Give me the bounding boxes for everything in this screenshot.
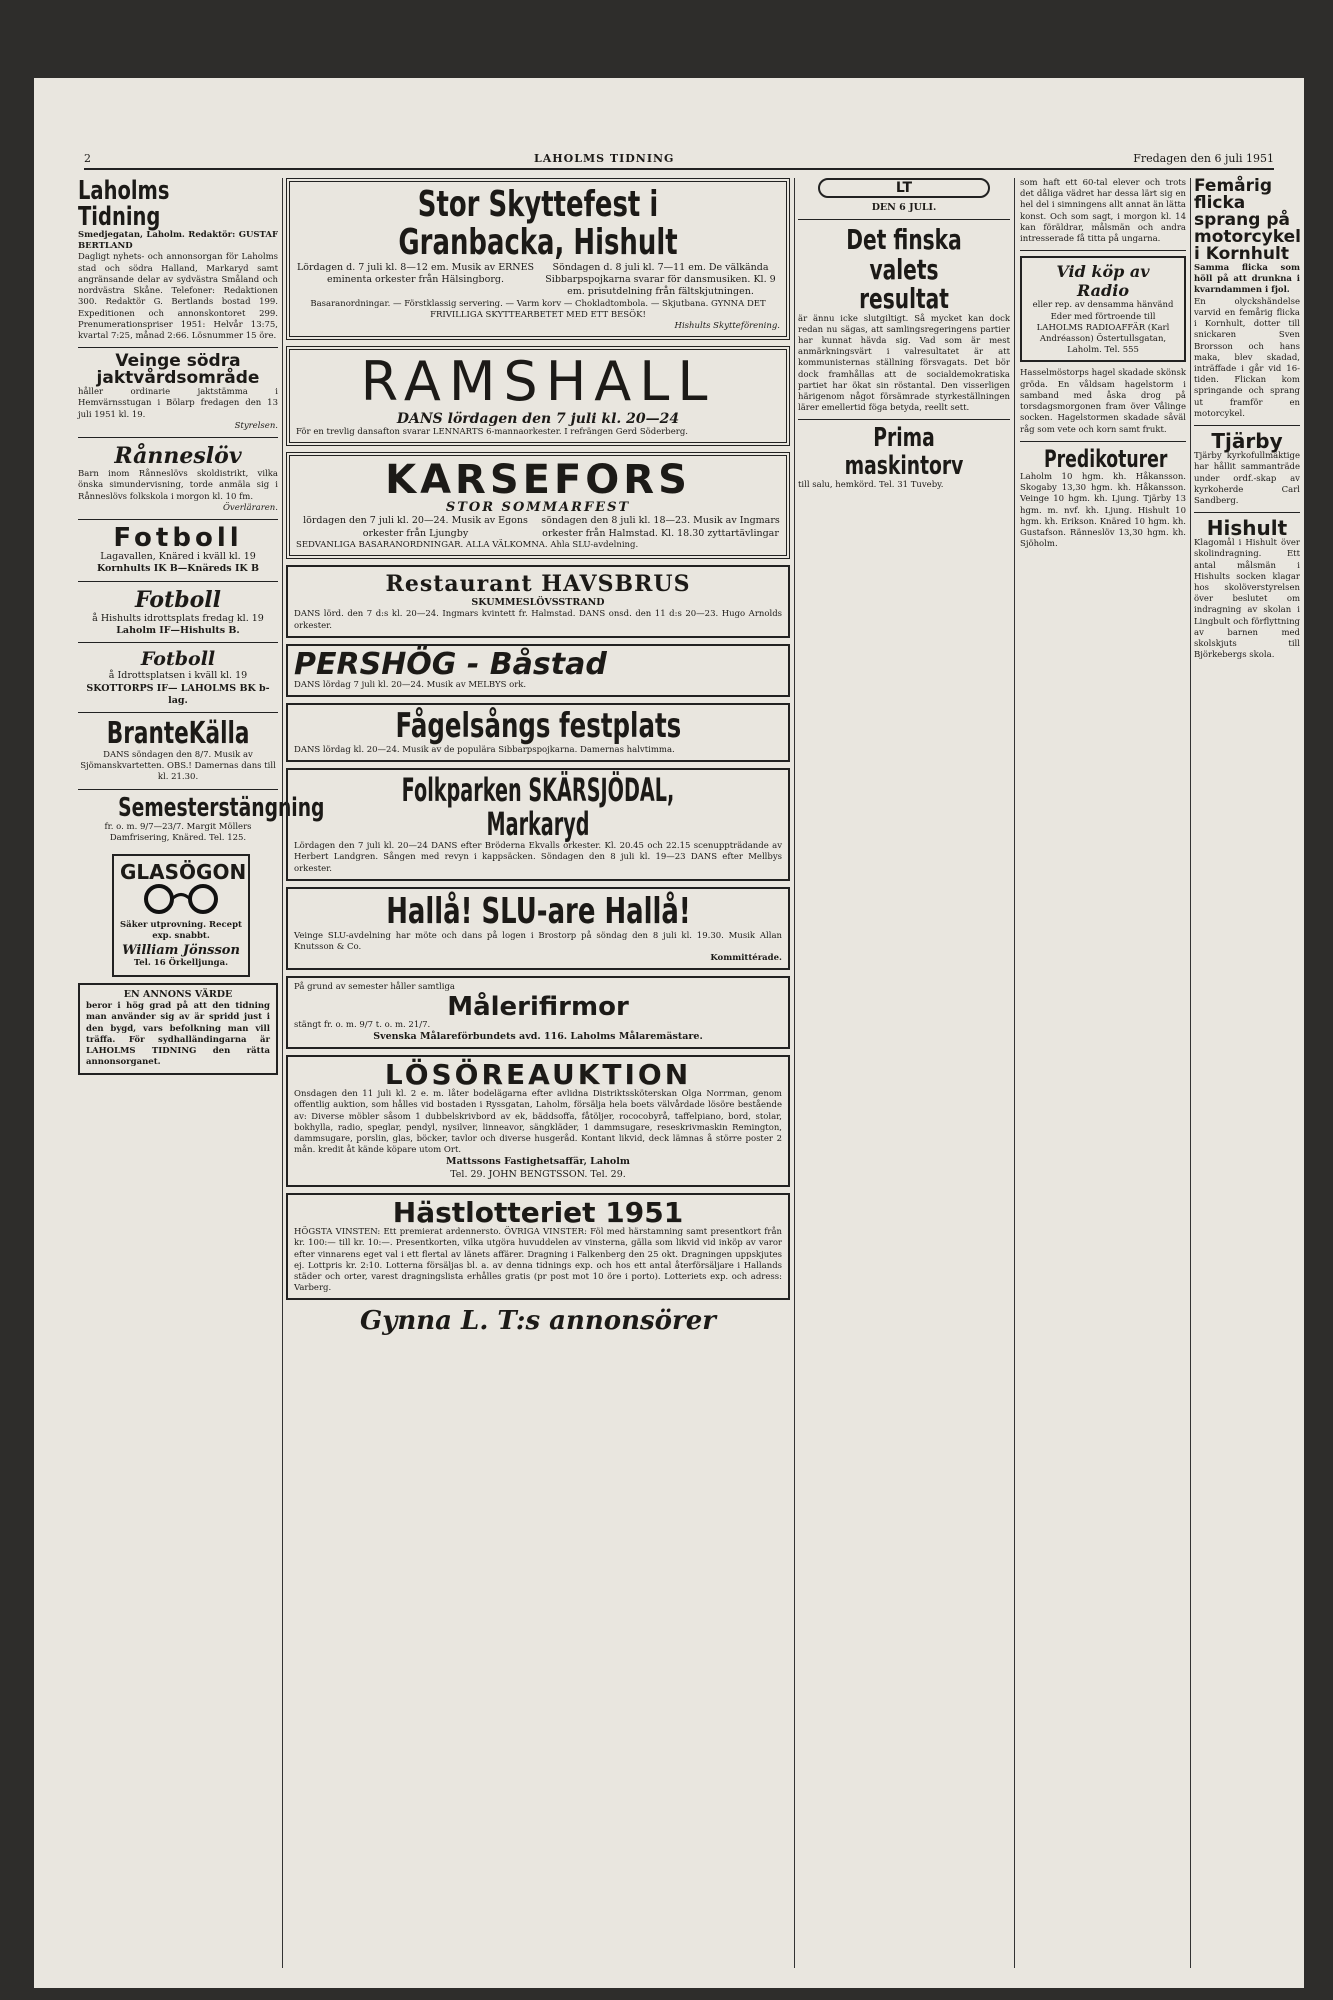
ramshall-ad (286, 346, 790, 446)
hishult-head: Hishult (1206, 516, 1288, 541)
gynna-footer: Gynna L. T:s annonsörer (360, 1306, 716, 1337)
predikoturer-text: Laholm 10 hgm. kh. Håkansson. Skogaby 13,30 hgm. kh. Håkansson. Veinge 10 hgm. kh. Ljung. Tjärby 13 hgm. m. nvf. kh. Ljung. Hishult 10 hgm. kh. Erikson. Knäred 10 hgm. kh. Gustafson. Ränneslöv 13,30 hgm. kh. Sjöholm. (1020, 471, 1186, 550)
karsefors-bottom: SEDVANLIGA BASARANORDNINGAR. ALLA VÄLKOMNA. Ahla SLU-avdelning. (296, 539, 639, 550)
veinge-head: Veinge södra jaktvårdsområde (96, 351, 260, 389)
pershog-ad (286, 644, 790, 697)
hastlotteriet-text: HÖGSTA VINSTEN: Ett premierat ardennersto. ÖVRIGA VINSTER: Föl med härstamning samt presentkort från kr. 100:— till kr. 10:—. Presentkorten, vilka utgöra huvuddelen av vinsterna, gälla som likvid vid inköp av varor efter vinnarens eget val i ett flertal av länets affärer. Dragning i Falkenberg den 25 okt. Dragningen uppskjutes ej. Lottpris kr. 2:10. Lotterna försäljas bl. a. av denna tidnings exp. och hos ett antal återförsäljare i Hallands städer och orter, varest dragningslista erhålles gratis (pr post mot 10 öre i porto). Lotteriets exp. och adress: Varberg. (294, 1227, 782, 1294)
radio-head: Vid köp av Radio (1056, 262, 1150, 301)
fotboll3-head: Fotboll (140, 648, 216, 671)
glasogon-ad (112, 854, 250, 977)
karsefors-ad (286, 452, 790, 559)
header-title: LAHOLMS TIDNING (534, 152, 675, 165)
pershog-text: DANS lördag 7 juli kl. 20—24. Musik av MELBYS ork. (294, 679, 527, 690)
fagelsangs-ad (286, 703, 790, 762)
veinge-text: håller ordinarie jaktstämma i Hemvärnsstugan i Bölarp fredagen den 13 juli 1951 kl. 19. (78, 387, 278, 420)
annons-head: EN ANNONS VÄRDE (123, 988, 233, 1000)
karsefors-right: söndagen den 8 juli kl. 18—23. Musik av Ingmars orkester från Halmstad. Kl. 18.30 zyttartävlingar (541, 515, 780, 539)
column-3 (798, 178, 1010, 1974)
femarig-head: Femårig flicka sprang på motorcykel i Kornhult (1194, 176, 1301, 264)
havsbrus-ad (286, 565, 790, 638)
radio-text: eller rep. av densamma hänvänd Eder med förtroende till LAHOLMS RADIOAFFÄR (Karl Andréasson) Östertullsgatan, Laholm. Tel. 555 (1032, 300, 1174, 356)
masthead: Laholms Tidning (78, 176, 170, 232)
masthead-info: Smedjegatan, Laholm. Redaktör: GUSTAF BERTLAND (78, 230, 278, 252)
c4-hassel: Hasselmöstorps hagel skadade skönsk gröda. En våldsam hagelstorm i samband med åska drog på torsdagsmorgonen fram över Vålinge socken. Hagelstormen skadade såväl råg som vete och korn samt frukt. (1020, 368, 1186, 435)
prima-text: till salu, hemkörd. Tel. 31 Tuveby. (798, 480, 944, 491)
glasses-icon (131, 882, 231, 916)
losore-tel: Tel. 29. JOHN BENGTSSON. Tel. 29. (450, 1168, 626, 1180)
lt-label: LT (895, 180, 913, 196)
losore-sign: Mattssons Fastighetsaffär, Laholm (446, 1156, 630, 1168)
masthead-details: Dagligt nyhets- och annonsorgan för Laholms stad och södra Halland, Markaryd samt angränsande delar av sydvästra Småland och nordvästra Skåne. Telefoner: Redaktionen 300. Redaktör G. Bertlands bostad 199. Expeditionen och annonskontoret 299. Prenumerationspriser 1951: Helvår 13:75, kvartal 7:25, månad 2:66. Lösnummer 15 öre. (78, 252, 278, 341)
losore-text: Onsdagen den 11 juli kl. 2 e. m. låter bodelägarna efter avlidna Distriktssköterskan Olga Norrman, genom offentlig auktion, som hålles vid bostaden i Ryssgatan, Laholm, försälja hela boets välvårdade lösöre bestående av: Diverse möbler såsom 1 dubbelskrivbord av ek, bäddsoffa, fåtöljer, rococobyrå, taffelpiano, bord, stolar, bokhylla, radio, speglar, pendyl, nysilver, linneavor, sängkläder, 1 dammsugare, reseskrivmaskin Remington, dammsugare, porslin, glas, böcker, tavlor och diverse husgeråd. Kontant likvid, deck lämnas å större poster 2 mån. kredit åt kände köpare utom Ort. (294, 1089, 782, 1156)
tjarby-head: Tjärby (1211, 429, 1283, 454)
fotboll1-place: Lagavallen, Knäred i kväll kl. 19 (100, 550, 256, 562)
hastlotteriet-ad (286, 1193, 790, 1300)
femarig-text: En olyckshändelse varvid en femårig flicka i Kornhult, dotter till snickaren Sven Brorsson och hans maka, blev skadad, inträffade i går vid 16-tiden. Flickan kom springande och sprang ut framför en motorcykel. (1194, 296, 1300, 419)
ranneslov-sign: Överläraren. (222, 502, 278, 513)
karsefors-sub: STOR SOMMARFEST (445, 500, 631, 516)
header-date: Fredagen den 6 juli 1951 (1133, 152, 1274, 165)
halla-text: Veinge SLU-avdelning har möte och dans på logen i Brostorp på söndag den 8 juli kl. 19.30. Musik Allan Knutsson & Co. (294, 930, 782, 952)
glasogon-name: William Jönsson (122, 942, 240, 958)
finska-text: är ännu icke slutgiltigt. Så mycket kan dock redan nu sägas, att samlingsregeringens partier har kunnat hävda sig. Vad som är mest anmärkningsvärt i valresultatet är att kommunisternas ställning försvagats. Det bör dock framhållas att de socialdemokratiska partiet har ökat sin röstantal. Den visserligen härigenom något försämrade styrkeställningen lärer emellertid föga betyda, reellt sett. (798, 313, 1010, 414)
ranneslov-text: Barn inom Rånneslövs skoldistrikt, vilka önska simundervisning, torde anmäla sig i Rånneslövs folkskola i morgon kl. 10 fm. (78, 469, 278, 502)
column-1 (78, 176, 325, 1974)
malerifirmor-head: Målerifirmor (447, 991, 629, 1022)
fagelsangs-head: Fågelsångs festplats (395, 706, 681, 747)
malerifirmor-sign: Svenska Målareförbundets avd. 116. Laholms Målaremästare. (373, 1030, 703, 1042)
malerifirmor-top: På grund av semester håller samtliga (294, 982, 455, 993)
semester-head: Semesterstängning (118, 792, 325, 823)
halla-head: Hallå! SLU-are Hallå! (385, 890, 691, 932)
hishult-text: Klagomål i Hishult över skolindragning. Ett antal målsmän i Hishults socken klagar hos skolöverstyrelsen över beslutet om indragning av skolan i Lingbult och förflyttning av barnen med skolskjuts till Björkebergs skola. (1194, 538, 1300, 661)
fotboll3-place: å Idrottsplatsen i kväll kl. 19 (108, 670, 248, 682)
fagelsangs-text: DANS lördag kl. 20—24. Musik av de populära Sibbarpspojkarna. Damernas halvtimma. (294, 744, 675, 755)
skyttefest-bottom: Basaranordningar. — Förstklassig servering. — Varm korv — Chokladtombola. — Skjutbana. GYNNA DET FRIVILLIGA SKYTTEARBETET MED ETT BESÖK! (310, 298, 766, 320)
c4-top-text: som haft ett 60-tal elever och trots det dåliga vädret har dessa lärt sig en hel del i simningens allt annat än lätta konst. Och som sagt, i morgon kl. 14 kan föräldrar, målsmän och andra intresserade få titta på ungarna. (1020, 178, 1186, 245)
column-5 (1194, 178, 1300, 1974)
predikoturer-head: Predikoturer (1043, 444, 1168, 473)
halla-sign: Kommittérade. (710, 953, 782, 964)
skyttefest-head: Stor Skyttefest i Granbacka, Hishult (398, 184, 678, 263)
losore-ad (286, 1055, 790, 1187)
halla-ad (286, 887, 790, 970)
annons-ad (78, 983, 278, 1075)
page-number: 2 (84, 152, 91, 165)
folkparken-head: Folkparken SKÄRSJÖDAL, Markaryd (401, 771, 675, 843)
ramshall-head: RAMSHALL (360, 350, 716, 414)
skyttefest-ad (286, 178, 790, 340)
skyttefest-sign: Hishults Skytteförening. (674, 321, 780, 332)
skyttefest-left: Lördagen d. 7 juli kl. 8—12 em. Musik av ERNES eminenta orkester från Hälsingborg. (296, 261, 535, 285)
prima-head: Prima maskintorv (844, 423, 964, 481)
folkparken-text: Lördagen den 7 juli kl. 20—24 DANS efter Bröderna Ekvalls orkester. Kl. 20.45 och 22.15 scenuppträdande av Herbert Landgren. Sången med revyn i kappsäcken. Söndagen den 8 juli kl. 19—23 DANS efter Mellbys orkester. (294, 841, 782, 874)
skyttefest-right: Söndagen d. 8 juli kl. 7—11 em. De välkända Sibbarpspojkarna svarar för dansmusiken. Kl. 9 em. prisutdelning från fältskjutningen. (545, 261, 776, 298)
brantekalla-text: DANS söndagen den 8/7. Musik av Sjömanskvartetten. OBS.! Damernas dans till kl. 21.30. (80, 749, 276, 783)
fotboll3-match: SKOTTORPS IF— LAHOLMS BK b-lag. (86, 682, 270, 706)
column-4 (1020, 178, 1186, 1974)
fotboll2-place: å Hishults idrottsplats fredag kl. 19 (92, 612, 264, 624)
veinge-sign: Styrelsen. (234, 420, 278, 431)
ranneslov-head: Rånneslöv (114, 443, 242, 470)
finska-head: Det finska valets resultat (846, 223, 962, 316)
glasogon-head: GLASÖGON (120, 860, 247, 885)
havsbrus-sub: SKUMMESLÖVSSTRAND (471, 597, 605, 609)
ramshall-sub: DANS lördagen den 7 juli kl. 20—24 (396, 410, 680, 427)
fotboll2-head: Fotboll (134, 586, 222, 613)
havsbrus-head: Restaurant HAVSBRUS (385, 571, 691, 598)
malerifirmor-ad (286, 976, 790, 1049)
tjarby-text: Tjärby kyrkofullmäktige har hållit sammanträde under ordf.-skap av kyrkoherde Carl Sandberg. (1194, 451, 1300, 506)
fotboll1-head: Fotboll (113, 522, 243, 553)
newspaper-page (34, 78, 1304, 1988)
havsbrus-text: DANS lörd. den 7 d:s kl. 20—24. Ingmars kvintett fr. Halmstad. DANS onsd. den 11 d:s 20—23. Hugo Arnolds orkester. (294, 609, 782, 631)
ramshall-text: För en trevlig dansafton svarar LENNARTS 6-mannaorkester. I refrängen Gerd Söderberg. (296, 426, 688, 437)
fotboll1-match: Kornhults IK B—Knäreds IK B (96, 563, 259, 575)
radio-ad (1020, 256, 1186, 362)
karsefors-head: KARSEFORS (385, 457, 691, 504)
hastlotteriet-head: Hästlotteriet 1951 (392, 1196, 684, 1230)
malerifirmor-text: stängt fr. o. m. 9/7 t. o. m. 21/7. (294, 1019, 431, 1030)
femarig-sub: Samma flicka som höll på att drunkna i kvarndammen i fjol. (1194, 263, 1300, 296)
lt-date: DEN 6 JULI. (871, 202, 937, 213)
folkparken-ad (286, 768, 790, 881)
column-2 (286, 178, 790, 1974)
brantekalla-head: BranteKälla (106, 716, 250, 752)
fotboll2-match: Laholm IF—Hishults B. (116, 624, 240, 636)
page-header (84, 150, 1274, 170)
annons-text: beror i hög grad på att den tidning man använder sig av är spridd just i den bygd, vars befolkning man vill träffa. För sydhalländingarna är LAHOLMS TIDNING den rätta annonsorganet. (86, 1001, 270, 1068)
semester-text: fr. o. m. 9/7—23/7. Margit Möllers Damfrisering, Knäred. Tel. 125. (104, 821, 252, 844)
karsefors-left: lördagen den 7 juli kl. 20—24. Musik av Egons orkester från Ljungby (303, 515, 528, 539)
glasogon-tel: Tel. 16 Örkelljunga. (133, 957, 229, 968)
pershog-head: PERSHÖG - Båstad (294, 646, 607, 682)
losore-head: LÖSÖREAUKTION (384, 1058, 692, 1092)
lt-badge (818, 178, 990, 198)
glasogon-text: Säker utprovning. Recept exp. snabbt. (120, 920, 242, 942)
